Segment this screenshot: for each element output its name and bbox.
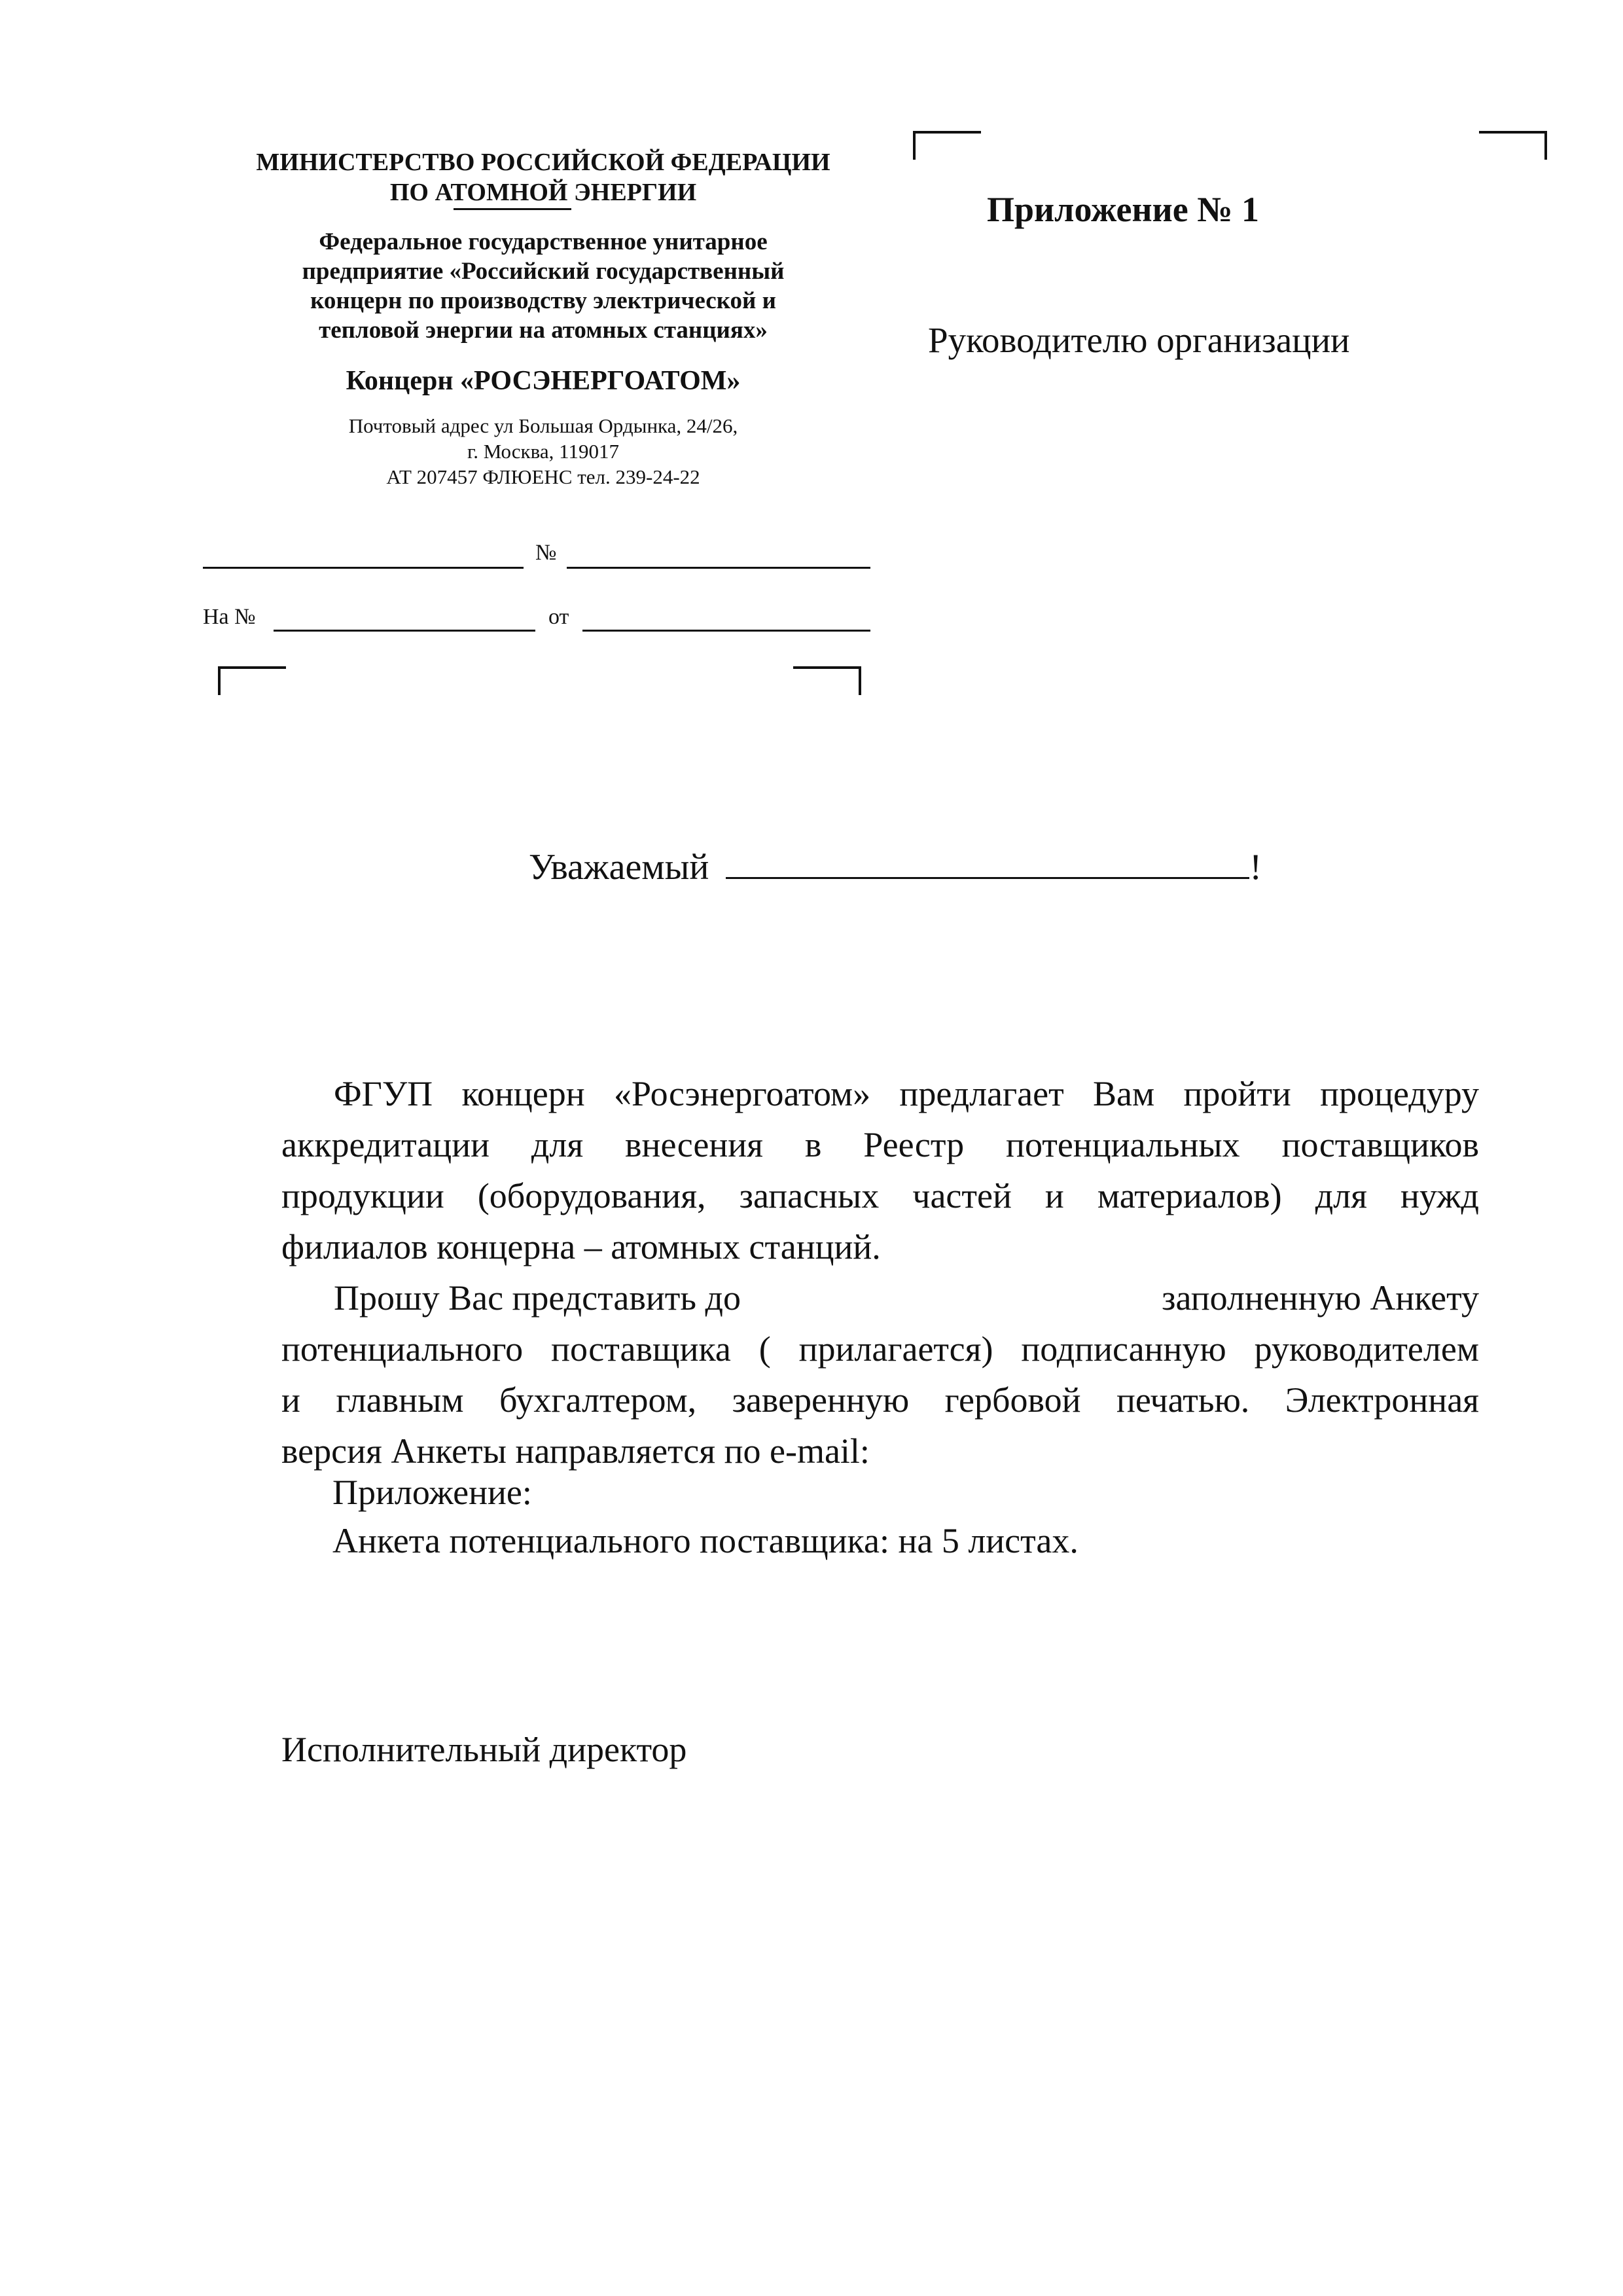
paragraph-first-line bbox=[334, 1272, 1479, 1323]
paragraph-line: филиалов концерна – атомных станций. bbox=[281, 1227, 881, 1266]
paragraph-line: потенциального поставщика ( прилагается) подписанную руководителем bbox=[281, 1329, 1479, 1369]
recipient-frame-corner-right bbox=[1479, 131, 1547, 160]
appendix-title: Приложение № 1 bbox=[987, 190, 1259, 229]
address-line: Почтовый адрес ул Большая Ордынка, 24/26, bbox=[348, 414, 738, 437]
reply-date-line bbox=[582, 630, 870, 632]
attachment-label: Приложение: bbox=[332, 1473, 532, 1512]
salutation-prefix: Уважаемый bbox=[529, 847, 709, 888]
paragraph-line-after-gap: заполненную Анкету bbox=[1162, 1278, 1479, 1318]
enterprise-name-line: тепловой энергии на атомных станциях» bbox=[319, 317, 768, 344]
body-paragraph-2 bbox=[281, 1272, 1479, 1477]
signature-title: Исполнительный директор bbox=[281, 1730, 687, 1769]
body-paragraph-1 bbox=[281, 1068, 1479, 1272]
ministry-name-line2: ПО АТОМНОЙ ЭНЕРГИИ bbox=[389, 179, 697, 206]
salutation bbox=[529, 844, 1262, 889]
salutation-suffix: ! bbox=[1249, 847, 1262, 888]
paragraph-line: аккредитации для внесения в Реестр потенциальных поставщиков bbox=[281, 1125, 1479, 1164]
paragraph-line: и главным бухгалтером, заверенную гербовой печатью. Электронная bbox=[281, 1380, 1479, 1420]
attachment-item: Анкета потенциального поставщика: на 5 листах. bbox=[332, 1521, 1079, 1560]
reply-from-label: от bbox=[548, 605, 569, 629]
concern-name: Концерн «РОСЭНЕРГОАТОМ» bbox=[346, 366, 741, 396]
ministry-name-line1: МИНИСТЕРСТВО РОССИЙСКОЙ ФЕДЕРАЦИИ bbox=[256, 149, 830, 176]
paragraph-line: версия Анкеты направляется по e-mail: bbox=[281, 1431, 870, 1471]
ministry-underline bbox=[454, 208, 571, 210]
letterhead bbox=[196, 147, 890, 490]
paragraph-line: ФГУП концерн «Росэнергоатом» предлагает Вам пройти процедуру bbox=[334, 1074, 1479, 1113]
enterprise-name-line: концерн по производству электрической и bbox=[310, 287, 776, 314]
reply-number-line bbox=[274, 630, 535, 632]
enterprise-name bbox=[196, 227, 890, 345]
address-frame-corner-right bbox=[793, 666, 861, 695]
enterprise-name-line: предприятие «Российский государственный bbox=[302, 258, 785, 285]
address-line: АТ 207457 ФЛЮЕНС тел. 239-24-22 bbox=[386, 465, 700, 488]
address-frame-corner-left bbox=[218, 666, 286, 695]
recipient-frame-corner-left bbox=[913, 131, 981, 160]
addressee: Руководителю организации bbox=[928, 320, 1350, 360]
outgoing-number-label: № bbox=[535, 541, 557, 565]
outgoing-number-line bbox=[567, 567, 870, 569]
salutation-name-blank bbox=[726, 844, 1249, 879]
outgoing-date-line bbox=[203, 567, 524, 569]
address-line: г. Москва, 119017 bbox=[467, 440, 619, 463]
postal-address bbox=[196, 413, 890, 490]
reply-number-label: На № bbox=[203, 605, 256, 629]
enterprise-name-line: Федеральное государственное унитарное bbox=[319, 228, 768, 255]
paragraph-line-start: Прошу Вас представить до bbox=[334, 1278, 741, 1318]
paragraph-line: продукции (оборудования, запасных частей и материалов) для нужд bbox=[281, 1176, 1479, 1215]
